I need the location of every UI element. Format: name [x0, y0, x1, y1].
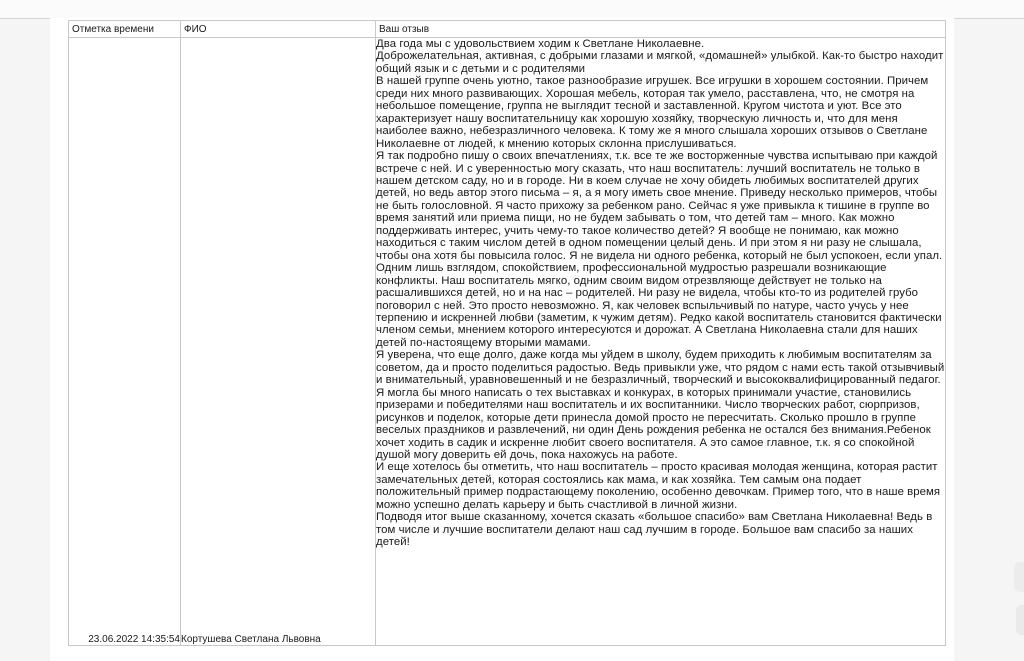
review-cell[interactable] — [376, 38, 946, 646]
responses-sheet — [50, 18, 954, 661]
column-header-fio: ФИО — [181, 21, 376, 38]
review-paragraph: Доброжелательная, активная, с добрыми глазами и мягкой, «домашней» улыбкой. Как-то быстро находит общий язык и с детьми и с родителями — [376, 50, 944, 75]
review-paragraph: Я так подробно пишу о своих впечатлениях, т.к. все те же восторженные чувства испытываю при каждой встрече с ней. И с уверенностью могу сказать, что наш воспитатель: лучший воспитатель не только в нашем детском саду, но и в городе. Ни в коем случае не хочу обидеть любимых воспитателей других детей, но ведь автор этого письма – я, а я могу иметь свое мнение. Приведу несколько примеров, чтобы не быть голословной. Я часто прихожу за ребенком рано. Сейчас я уже привыкла к тишине в группе во время занятий или приема пищи, но не будем забывать о том, что детей там – много. Как можно поддерживать интерес, учить чему-то такое количество детей? Я вообще не понимаю, как можно находиться с таким числом детей в одном помещении целый день. И при этом я ни разу не слышала, чтобы она хотя бы повысила голос. Я не видела ни одного ребенка, который не был успокоен, если упал. Одним лишь взглядом, спокойствием, профессиональной мудростью разрешали возникающие конфликты. Наш воспитатель мягко, одним своим видом отрезвляюще действует не только на расшалившихся детей, но и на нас – родителей. Ни разу не видела, чтобы кто-то из родителей грубо поговорил с ней. Это просто невозможно. Я, как человек вспыльчивый по натуре, часто учусь у нее терпению и искренней любви (заметим, к чужим детям). Редко какой воспитатель становится фактически членом семьи, мнением которого интересуются и дорожат. А Светлана Николаевна стали для наших детей по-настоящему вторыми мамами. — [376, 150, 943, 349]
table-row — [69, 38, 946, 646]
column-header-timestamp: Отметка времени — [69, 21, 181, 38]
scroll-handle-secondary[interactable] — [1016, 605, 1024, 635]
review-paragraph: В нашей группе очень уютно, такое разнообразие игрушек. Все игрушки в хорошем состоянии. Причем среди них много развивающих. Хорошая мебель, которая так умело, расставлена, что, не смотря на небольшое помещение, группа не выглядит тесной и заставленной. Кругом чистота и уют. Все это характеризует нашу воспитательницу как хорошую хозяйку, творческую личность и, что для меня наиболее важно, небезразличного человека. К тому же я много слышала хороших отзывов о Светлане Николаевне от людей, к мнению которых склонна прислушиваться. — [376, 75, 929, 150]
fio-cell[interactable]: Кортушева Светлана Львовна — [181, 38, 376, 646]
review-paragraph: Я уверена, что еще долго, даже когда мы уйдем в школу, будем приходить к любимым воспитателям за советом, да и просто поделиться радостью. Ведь привыкли уже, что рядом с нами есть такой отзывчивый и внимательный, уравновешенный и не безразличный, творческий и высококвалифицированный педагог. — [376, 349, 945, 387]
browser-toolbar — [0, 0, 1024, 19]
scroll-handle[interactable] — [1014, 562, 1024, 592]
review-paragraph: Я могла бы много написать о тех выставках и конкурах, в которых принимали участие, становились призерами и победителями наш воспитатель и их воспитанники. Число творческих работ, сюрпризов, рисунков и поделок, которые дети принесла домой просто не пересчитать. Сколько прошло в группе веселых праздников и развлечений, ни один День рождения ребенка не остался без внимания.Ребенок хочет ходить в садик и искренне любит своего воспитателя. А это самое главное, т.к. я со спокойной душой могу доверить ей дочь, пока нахожусь на работе. — [376, 386, 931, 461]
timestamp-cell[interactable]: 23.06.2022 14:35:54 — [69, 38, 181, 646]
review-paragraph: Два года мы с удовольствием ходим к Светлане Николаевне. — [376, 38, 705, 50]
review-paragraph: И еще хотелось бы отметить, что наш воспитатель – просто красивая молодая женщина, которая растит замечательных детей, которая состоялись как мама, и как хозяйка. Тем самым она подает положительный пример подрастающему поколению, особенно девочкам. Пример того, что в наше время можно успешно делать карьеру и быть счастливой в личной жизни. — [376, 461, 941, 511]
responses-table — [68, 20, 946, 646]
column-header-review: Ваш отзыв — [376, 21, 946, 38]
review-paragraph: Подводя итог выше сказанному, хочется сказать «большое спасибо» вам Светлана Николаевна! Ведь в том числе и лучшие воспитатели делают наш сад лучшим в городе. Большое вам спасибо за наших детей! — [376, 511, 933, 549]
header-row — [69, 21, 946, 38]
